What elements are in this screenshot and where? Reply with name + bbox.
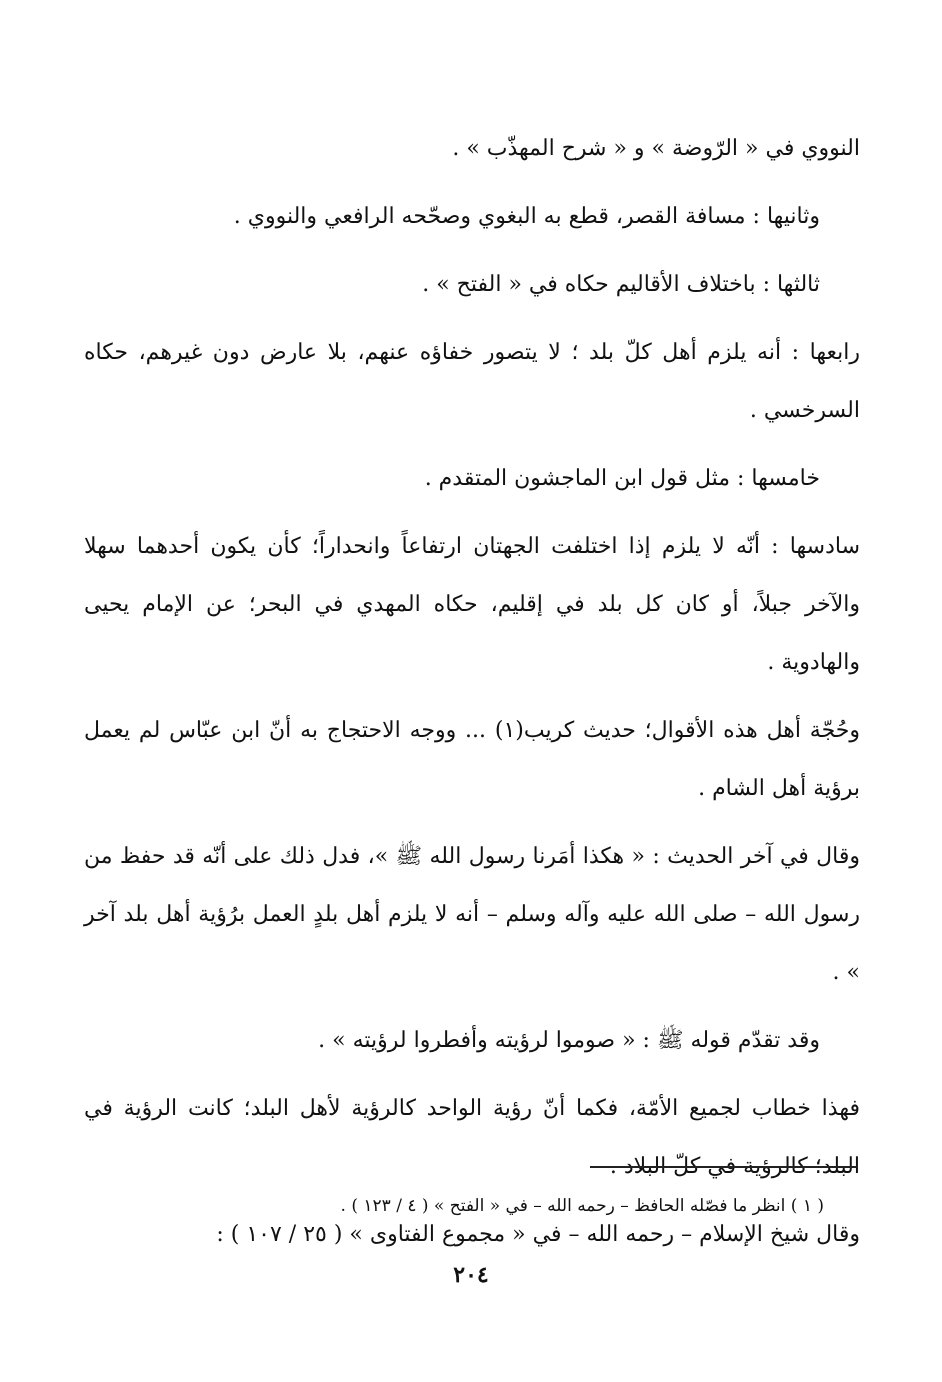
paragraph-3: ثالثها : باختلاف الأقاليم حكاه في « الفتح » .: [422, 272, 820, 297]
footnote-divider: [590, 1166, 858, 1168]
paragraph-11: وقال شيخ الإسلام – رحمه الله – في « مجموع الفتاوى » ( ٢٥ / ١٠٧ ) :: [216, 1222, 860, 1247]
paragraph-8: وقال في آخر الحديث : « هكذا أمَرنا رسول الله ﷺ »، فدل ذلك على أنّه قد حفظ من رسول الله – صلى الله عليه وآله وسلم – أنه لا يلزم أهل بلدٍ العمل برُؤية أهل بلد آخر » .: [84, 844, 860, 985]
paragraph-4: رابعها : أنه يلزم أهل كلّ بلد ؛ لا يتصور خفاؤه عنهم، بلا عارض دون غيرهم، حكاه السرخسي .: [84, 340, 860, 423]
page-number: ٢٠٤: [453, 1262, 489, 1288]
paragraph-2: وثانيها : مسافة القصر، قطع به البغوي وصحّحه الرافعي والنووي .: [233, 204, 820, 229]
paragraph-6: سادسها : أنّه لا يلزم إذا اختلفت الجهتان ارتفاعاً وانحداراً؛ كأن يكون أحدهما سهلا والآخر جبلاً، أو كان كل بلد في إقليم، حكاه المهدي في البحر؛ عن الإمام يحيى والهادوية .: [84, 534, 860, 675]
paragraph-5: خامسها : مثل قول ابن الماجشون المتقدم .: [424, 466, 820, 491]
main-text-block: [84, 120, 860, 1274]
paragraph-10: فهذا خطاب لجميع الأمّة، فكما أنّ رؤية الواحد كالرؤية لأهل البلد؛ كانت الرؤية في البلد؛ كالرؤية في كلّ البلاد .: [84, 1096, 860, 1179]
paragraph-7: وحُجّة أهل هذه الأقوال؛ حديث كريب(١) ... ووجه الاحتجاج به أنّ ابن عبّاس لم يعمل برؤية أهل الشام .: [84, 718, 860, 801]
paragraph-9: وقد تقدّم قوله ﷺ : « صوموا لرؤيته وأفطروا لرؤيته » .: [318, 1028, 820, 1053]
paragraph-1: النووي في « الرّوضة » و « شرح المهذّب » .: [452, 136, 860, 161]
footnote: ( ١ ) انظر ما فصّله الحافظ – رحمه الله – في « الفتح » ( ٤ / ١٢٣ ) .: [340, 1196, 824, 1216]
